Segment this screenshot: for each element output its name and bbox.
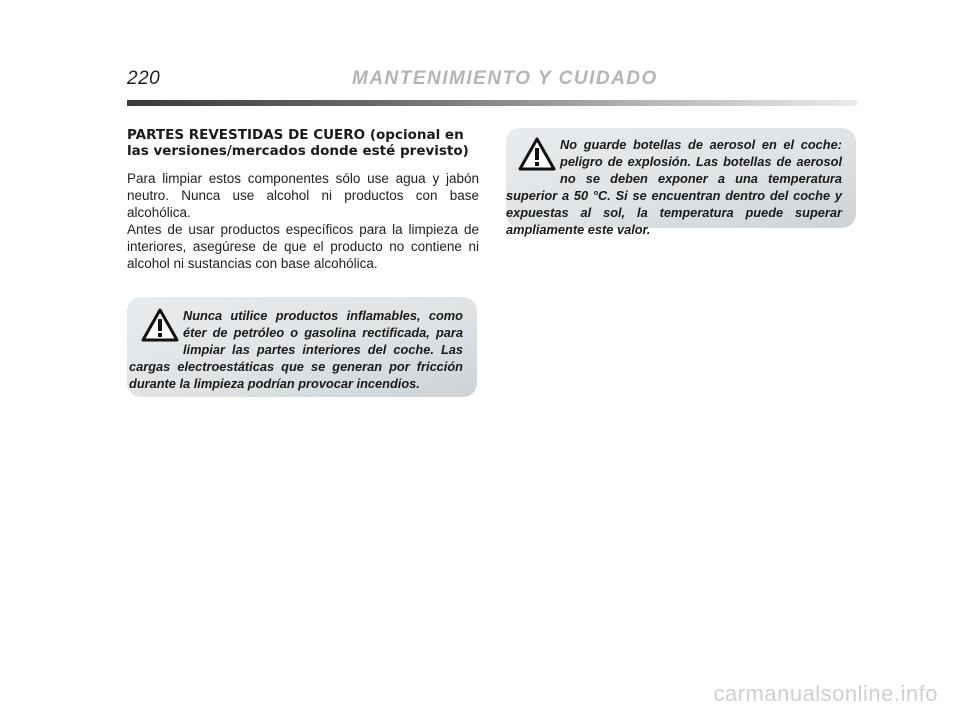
page-number: 220	[127, 68, 161, 89]
watermark: carmanualsonline.info	[713, 681, 938, 706]
section-title: PARTES REVESTIDAS DE CUERO (opcional en las versiones/mercados donde esté previsto)	[127, 127, 469, 159]
body-paragraph: Para limpiar estos componentes sólo use agua y jabón neutro. Nunca use alcohol ni productos con base alcohólica.	[127, 171, 479, 220]
warning-text: Nunca utilice productos inflamables, como éter de petróleo o gasolina rectificada, para limpiar las partes interiores del coche. Las cargas electroestáticas que se generan por fricción durante la limpieza podrían provocar incendios.	[129, 308, 463, 391]
warning-triangle-icon	[141, 308, 179, 342]
warning-triangle-icon	[518, 137, 556, 171]
warning-box-aerosol	[506, 128, 856, 237]
body-paragraph: Antes de usar productos específicos para la limpieza de interiores, asegúrese de que el producto no contiene ni alcohol ni sustancias con base alcohólica.	[127, 222, 479, 271]
section-header: MANTENIMIENTO Y CUIDADO	[352, 68, 658, 89]
warning-box-flammable	[127, 297, 477, 397]
body-text	[127, 170, 479, 272]
warning-text: No guarde botellas de aerosol en el coche: peligro de explosión. Las botellas de aerosol no se deben exponer a una temperatura superior a 50 °C. Si se encuentran dentro del coche y expuestas al sol, la temperatura puede superar ampliamente este valor.	[506, 137, 842, 237]
header-rule	[127, 100, 857, 106]
